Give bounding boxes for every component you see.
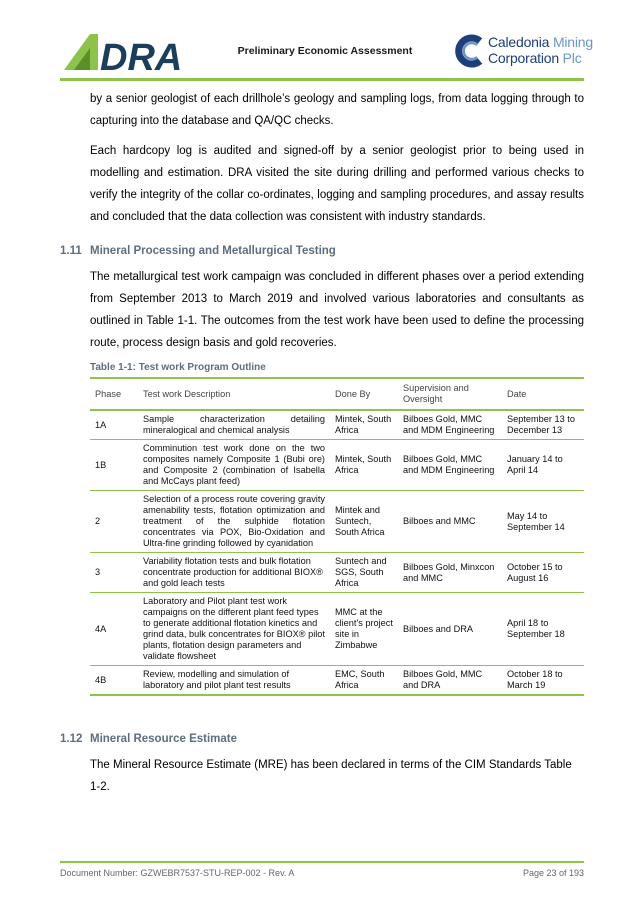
test-work-table xyxy=(90,377,584,696)
section-number: 1.12 xyxy=(60,733,83,745)
cell-date: October 15 to August 16 xyxy=(502,553,584,593)
cell-done-by: Suntech and SGS, South Africa xyxy=(330,553,398,593)
cell-done-by: Mintek, South Africa xyxy=(330,410,398,440)
intro-paragraph-1: by a senior geologist of each drillhole’s geology and sampling logs, from data logging through to capturing into the database and QA/QC checks. xyxy=(90,93,584,127)
page-number: Page 23 of 193 xyxy=(522,868,584,878)
caledonia-c-icon xyxy=(455,34,485,68)
cell-supervision: Bilboes and MMC xyxy=(398,491,502,553)
cell-date: January 14 to April 14 xyxy=(502,440,584,491)
header-date: Date xyxy=(502,378,584,410)
cell-phase: 2 xyxy=(90,491,138,553)
section-title: Mineral Processing and Metallurgical Testing xyxy=(90,245,336,257)
document-number: Document Number: GZWEBR7537-STU-REP-002 - Rev. A xyxy=(60,868,295,878)
section-1-12-paragraph: The Mineral Resource Estimate (MRE) has been declared in terms of the CIM Standards Table 1-2. xyxy=(90,759,572,793)
section-title: Mineral Resource Estimate xyxy=(90,733,238,745)
cell-supervision: Bilboes Gold, MMC and DRA xyxy=(398,666,502,696)
section-1-11-paragraph: The metallurgical test work campaign was concluded in different phases over a period extending from September 2013 to March 2019 and involved various laboratories and consultants as outlined in Table 1-1. The outcomes from the test work have been used to define the processing route, process design basis and gold recoveries. xyxy=(90,271,584,349)
cell-done-by: EMC, South Africa xyxy=(330,666,398,696)
page-content xyxy=(60,88,584,806)
cell-description: Selection of a process route covering gravity amenability tests, flotation optimization and treatment of the sulphide flotation concentrates via POX, Bio-Oxidation and Ultra-fine grinding followed by cyanidation xyxy=(138,491,330,553)
header-divider xyxy=(60,78,584,81)
cell-date: October 18 to March 19 xyxy=(502,666,584,696)
table-caption: Table 1-1: Test work Program Outline xyxy=(90,362,266,373)
table-row xyxy=(90,440,584,491)
cell-done-by: MMC at the client's project site in Zimbabwe xyxy=(330,593,398,666)
cell-phase: 1B xyxy=(90,440,138,491)
table-row xyxy=(90,491,584,553)
intro-paragraph-2: Each hardcopy log is audited and signed-off by a senior geologist prior to being used in modelling and estimation. DRA visited the site during drilling and performed various checks to verify the integrity of the collar co-ordinates, logging and sampling procedures, and assay results and concluded that the data collection was consistent with industry standards. xyxy=(90,145,584,223)
caledonia-logo xyxy=(455,32,595,72)
footer-divider xyxy=(60,861,584,863)
cell-done-by: Mintek, South Africa xyxy=(330,440,398,491)
dra-logo xyxy=(60,30,200,74)
cell-description: Variability flotation tests and bulk flotation concentrate production for additional BIOX® and gold leach tests xyxy=(138,553,330,593)
cell-supervision: Bilboes Gold, MMC and MDM Engineering xyxy=(398,440,502,491)
cell-date: September 13 to December 13 xyxy=(502,410,584,440)
cell-phase: 3 xyxy=(90,553,138,593)
section-number: 1.11 xyxy=(60,245,82,257)
section-heading-1-11 xyxy=(60,242,584,260)
header-supervision: Supervision and Oversight xyxy=(398,378,502,410)
section-heading-1-12 xyxy=(60,730,584,748)
cell-description: Laboratory and Pilot plant test work campaigns on the different plant feed types to generate additional flotation kinetics and grind data, bulk concentrates for BIOX® pilot plants, flotation design parameters and validate flowsheet xyxy=(138,593,330,666)
header-phase: Phase xyxy=(90,378,138,410)
cell-description: Comminution test work done on the two composites namely Composite 1 (Bubi ore) and Composite 2 (combination of Isabella and McCays plant feed) xyxy=(138,440,330,491)
cell-description: Sample characterization detailing mineralogical and chemical analysis xyxy=(138,410,330,440)
cell-date: April 18 to September 18 xyxy=(502,593,584,666)
page-header xyxy=(0,0,644,80)
table-row xyxy=(90,593,584,666)
cell-supervision: Bilboes and DRA xyxy=(398,593,502,666)
table-row xyxy=(90,410,584,440)
caledonia-logo-line1: Caledonia Mining xyxy=(488,34,593,50)
table-row xyxy=(90,553,584,593)
cell-phase: 4B xyxy=(90,666,138,696)
cell-phase: 4A xyxy=(90,593,138,666)
table-row xyxy=(90,666,584,696)
cell-done-by: Mintek and Suntech, South Africa xyxy=(330,491,398,553)
cell-description: Review, modelling and simulation of laboratory and pilot plant test results xyxy=(138,666,330,696)
header-description: Test work Description xyxy=(138,378,330,410)
table-header-row xyxy=(90,378,584,410)
cell-supervision: Bilboes Gold, MMC and MDM Engineering xyxy=(398,410,502,440)
cell-date: May 14 to September 14 xyxy=(502,491,584,553)
caledonia-logo-line2: Corporation Plc xyxy=(488,50,582,66)
cell-phase: 1A xyxy=(90,410,138,440)
header-done-by: Done By xyxy=(330,378,398,410)
cell-supervision: Bilboes Gold, Minxcon and MMC xyxy=(398,553,502,593)
header-title: Preliminary Economic Assessment xyxy=(237,45,413,57)
dra-logo-text: DRA xyxy=(100,37,183,74)
